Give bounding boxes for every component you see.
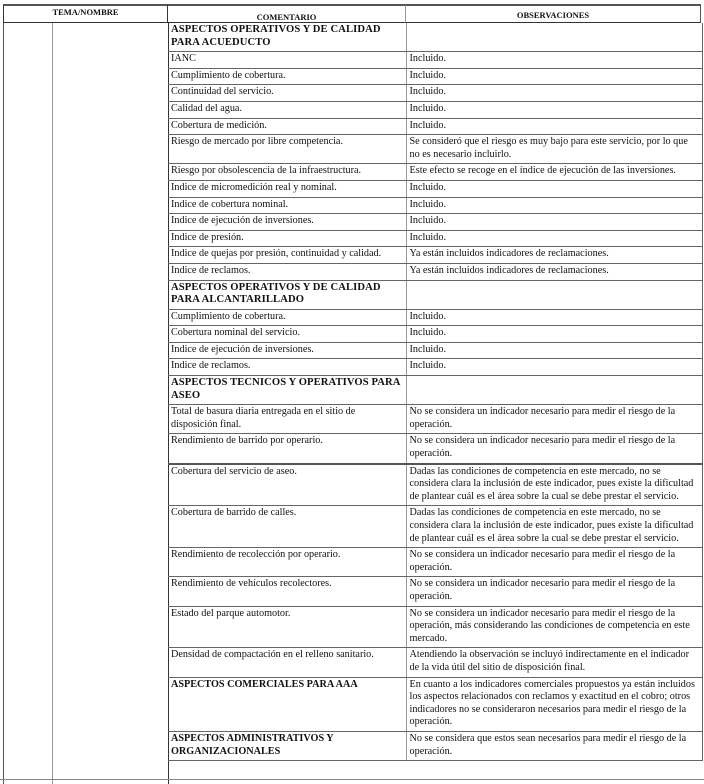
comentario-cell: ASPECTOS OPERATIVOS Y DE CALIDAD PARA ACUEDUCTO (168, 23, 406, 52)
comentario-cell: Indice de reclamos. (168, 359, 406, 376)
comentario-cell: ASPECTOS COMERCIALES PARA AAA (168, 677, 406, 731)
observacion-cell: Incluido. (406, 230, 702, 247)
comentario-cell: Indice de ejecución de inversiones. (168, 214, 406, 231)
comentario-cell: Calidad del agua. (168, 101, 406, 118)
comentario-cell: Riesgo de mercado por libre competencia. (168, 135, 406, 164)
table-row (168, 164, 702, 181)
tema-column-border-inner (52, 23, 53, 784)
observacion-cell: Incluido. (406, 359, 702, 376)
table-row (168, 464, 702, 506)
comentario-cell: Indice de ejecución de inversiones. (168, 342, 406, 359)
observacion-cell: Ya están incluidos indicadores de reclamaciones. (406, 263, 702, 280)
comentario-cell: Cobertura de barrido de calles. (168, 506, 406, 548)
section-row (168, 280, 702, 309)
observacion-cell: En cuanto a los indicadores comerciales propuestos ya están incluidos los aspectos relacionados con reclamos y exactitud en el cobro; otros indicadores no se consideraron necesarios para medir el riesgo de la operación. (406, 677, 702, 731)
table-row (168, 434, 702, 464)
table-row (168, 506, 702, 548)
comentario-cell: Rendimiento de recolección por operario. (168, 548, 406, 577)
table-row (168, 263, 702, 280)
comentario-cell: ASPECTOS ADMINISTRATIVOS Y ORGANIZACIONALES (168, 731, 406, 760)
observacion-cell: Se consideró que el riesgo es muy bajo para este servicio, por lo que no es necesario incluirlo. (406, 135, 702, 164)
header-observaciones (406, 4, 701, 23)
table-row (168, 359, 702, 376)
observacion-cell (406, 376, 702, 405)
table-row (168, 405, 702, 434)
observacion-cell: No se considera un indicador necesario para medir el riesgo de la operación, más considerando las condiciones de competencia en este mercado. (406, 606, 702, 648)
comentario-cell: Cobertura nominal del servicio. (168, 326, 406, 343)
header-tema-nombre (3, 4, 168, 23)
observacion-cell: Atendiendo la observación se incluyó indirectamente en el indicador de la vida útil del sitio de disposición final. (406, 648, 702, 677)
observacion-cell: No se considera que estos sean necesarios para medir el riesgo de la operación. (406, 731, 702, 760)
observacion-cell: Este efecto se recoge en el índice de ejecución de las inversiones. (406, 164, 702, 181)
observacion-cell: Incluido. (406, 197, 702, 214)
observacion-cell: Incluido. (406, 309, 702, 326)
table-row (168, 68, 702, 85)
comentario-cell: Densidad de compactación en el relleno sanitario. (168, 648, 406, 677)
observacion-cell (406, 280, 702, 309)
table-row (168, 101, 702, 118)
observacion-cell: Incluido. (406, 342, 702, 359)
comentario-cell: Rendimiento de barrido por operario. (168, 434, 406, 464)
observacion-cell: Ya están incluidos indicadores de reclamaciones. (406, 247, 702, 264)
observacion-cell: No se considera un indicador necesario para medir el riesgo de la operación. (406, 434, 702, 464)
observacion-cell: No se considera un indicador necesario para medir el riesgo de la operación. (406, 577, 702, 606)
comentario-cell: Cumplimiento de cobertura. (168, 68, 406, 85)
header-comentario (168, 4, 406, 23)
comments-table (168, 23, 703, 761)
table-row (168, 309, 702, 326)
table-row (168, 548, 702, 577)
comentario-cell: Rendimiento de vehículos recolectores. (168, 577, 406, 606)
table-row (168, 214, 702, 231)
tema-column-border-outer (3, 23, 4, 784)
table-row (168, 648, 702, 677)
observacion-cell: Incluido. (406, 326, 702, 343)
table-row (168, 677, 702, 731)
comentario-cell: Indice de micromedición real y nominal. (168, 180, 406, 197)
observacion-cell: No se considera un indicador necesario para medir el riesgo de la operación. (406, 405, 702, 434)
observacion-cell: Incluido. (406, 52, 702, 69)
comentario-cell: ASPECTOS OPERATIVOS Y DE CALIDAD PARA ALCANTARILLADO (168, 280, 406, 309)
comentario-cell: Indice de cobertura nominal. (168, 197, 406, 214)
table-row (168, 606, 702, 648)
header-comentario-label: COMENTARIO (256, 12, 317, 22)
observacion-cell (406, 23, 702, 52)
comentario-cell: Estado del parque automotor. (168, 606, 406, 648)
table-row (168, 577, 702, 606)
observacion-cell: No se considera un indicador necesario para medir el riesgo de la operación. (406, 548, 702, 577)
comentario-cell: Riesgo por obsolescencia de la infraestructura. (168, 164, 406, 181)
table-row (168, 118, 702, 135)
comentario-cell: Cobertura de medición. (168, 118, 406, 135)
observacion-cell: Incluido. (406, 180, 702, 197)
section-row (168, 376, 702, 405)
observacion-cell: Incluido. (406, 101, 702, 118)
table-row (168, 731, 702, 760)
comentario-cell: Indice de presión. (168, 230, 406, 247)
table-row (168, 197, 702, 214)
table-row (168, 247, 702, 264)
comentario-cell: Continuidad del servicio. (168, 85, 406, 102)
page-bottom-rule (0, 779, 704, 780)
comentario-cell: Cumplimiento de cobertura. (168, 309, 406, 326)
table-row (168, 230, 702, 247)
comentario-cell: Indice de quejas por presión, continuidad y calidad. (168, 247, 406, 264)
observacion-cell: Incluido. (406, 118, 702, 135)
table-row (168, 52, 702, 69)
observacion-cell: Incluido. (406, 85, 702, 102)
observacion-cell: Incluido. (406, 214, 702, 231)
comentario-cell: Cobertura del servicio de aseo. (168, 464, 406, 506)
table-row (168, 326, 702, 343)
comentario-cell: Indice de reclamos. (168, 263, 406, 280)
header-observaciones-label: OBSERVACIONES (516, 10, 590, 20)
observacion-cell: Dadas las condiciones de competencia en este mercado, no se considera clara la inclusión de este indicador, pues existe la dificultad de plantear cuál es el área sobre la cual se debe prestar el servicio. (406, 464, 702, 506)
header-tema-label: TEMA/NOMBRE (52, 7, 119, 17)
observacion-cell: Dadas las condiciones de competencia en este mercado, no se considera clara la inclusión de este indicador, pues existe la dificultad de plantear cuál es el área sobre la cual se debe prestar el servicio. (406, 506, 702, 548)
section-row (168, 23, 702, 52)
table-row (168, 342, 702, 359)
observacion-cell: Incluido. (406, 68, 702, 85)
table-row (168, 180, 702, 197)
comentario-cell: IANC (168, 52, 406, 69)
table-row (168, 135, 702, 164)
table-row (168, 85, 702, 102)
comentario-cell: Total de basura diaria entregada en el sitio de disposición final. (168, 405, 406, 434)
comentario-cell: ASPECTOS TECNICOS Y OPERATIVOS PARA ASEO (168, 376, 406, 405)
